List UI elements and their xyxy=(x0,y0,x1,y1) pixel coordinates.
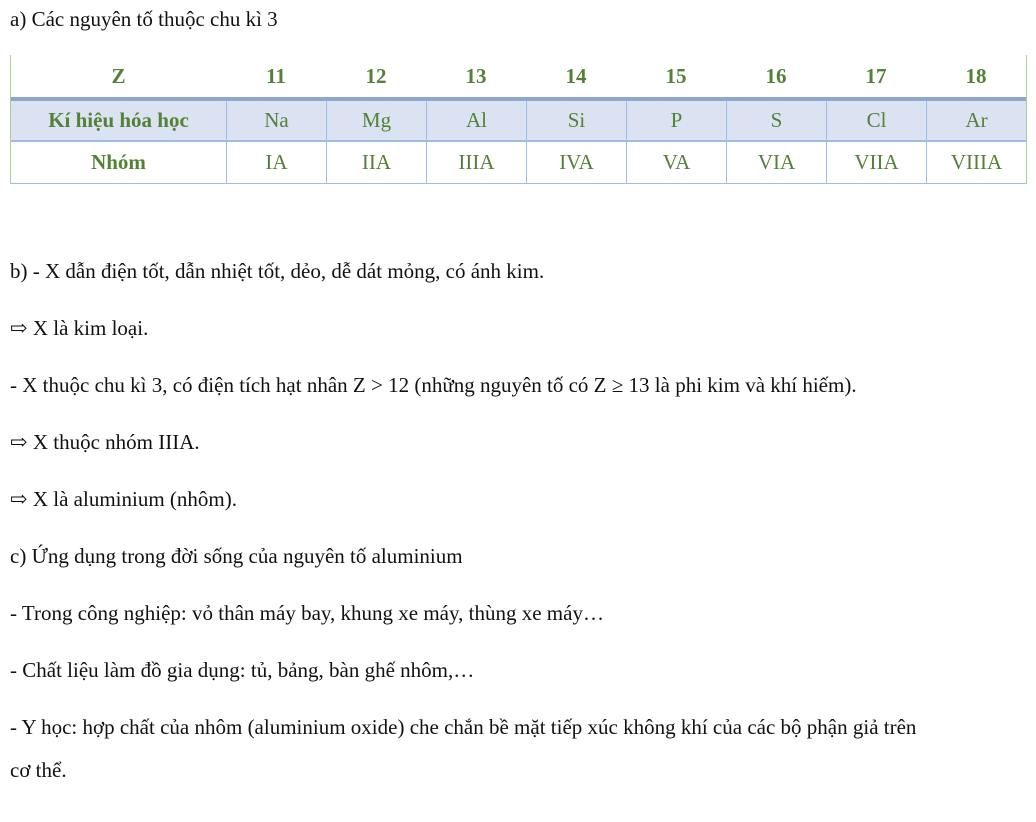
conclusion-group: ⇨ X thuộc nhóm IIIA. xyxy=(10,430,200,454)
element-symbol: P xyxy=(626,101,726,140)
element-symbol: Na xyxy=(226,101,326,140)
element-group: VIIIA xyxy=(926,142,1026,183)
row-header-symbol: Kí hiệu hóa học xyxy=(48,108,189,132)
z-value: 16 xyxy=(765,63,787,88)
row-header-z: Z xyxy=(111,63,126,88)
z-value: 15 xyxy=(665,63,687,88)
use-household: - Chất liệu làm đồ gia dụng: tủ, bảng, bàn ghế nhôm,… xyxy=(10,658,475,682)
element-group: VIIA xyxy=(826,142,926,183)
z-value: 13 xyxy=(465,63,487,88)
element-group: VIA xyxy=(726,142,826,183)
element-symbol: S xyxy=(726,101,826,140)
paragraph-b-properties: b) - X dẫn điện tốt, dẫn nhiệt tốt, dẻo, dễ dát mỏng, có ánh kim. xyxy=(10,259,545,283)
element-symbol: Si xyxy=(526,101,626,140)
element-symbol: Al xyxy=(426,101,526,140)
z-value: 18 xyxy=(965,63,987,88)
table-row-symbols xyxy=(11,101,1026,142)
element-group: IVA xyxy=(526,142,626,183)
answer-text-block xyxy=(10,250,1036,792)
z-value: 12 xyxy=(365,63,387,88)
period3-elements-table xyxy=(10,55,1027,184)
use-medicine: - Y học: hợp chất của nhôm (aluminium oxide) che chắn bề mặt tiếp xúc không khí của các bộ phận giả trên cơ thể. xyxy=(10,715,917,782)
row-header-group: Nhóm xyxy=(91,150,146,174)
element-group: VA xyxy=(626,142,726,183)
z-value: 17 xyxy=(865,63,887,88)
paragraph-b-period: - X thuộc chu kì 3, có điện tích hạt nhân Z > 12 (những nguyên tố có Z ≥ 13 là phi kim và khí hiếm). xyxy=(10,373,857,397)
element-group: IIIA xyxy=(426,142,526,183)
z-value: 11 xyxy=(266,63,286,88)
element-group: IA xyxy=(226,142,326,183)
conclusion-metal: ⇨ X là kim loại. xyxy=(10,316,149,340)
section-c-heading: c) Ứng dụng trong đời sống của nguyên tố aluminium xyxy=(10,544,463,568)
element-group: IIA xyxy=(326,142,426,183)
element-symbol: Cl xyxy=(826,101,926,140)
element-symbol: Mg xyxy=(326,101,426,140)
section-a-heading: a) Các nguyên tố thuộc chu kì 3 xyxy=(10,7,278,31)
table-row-z xyxy=(11,55,1026,101)
conclusion-element: ⇨ X là aluminium (nhôm). xyxy=(10,487,237,511)
table-row-groups xyxy=(11,142,1026,184)
element-symbol: Ar xyxy=(926,101,1026,140)
z-value: 14 xyxy=(565,63,587,88)
use-industry: - Trong công nghiệp: vỏ thân máy bay, khung xe máy, thùng xe máy… xyxy=(10,601,604,625)
